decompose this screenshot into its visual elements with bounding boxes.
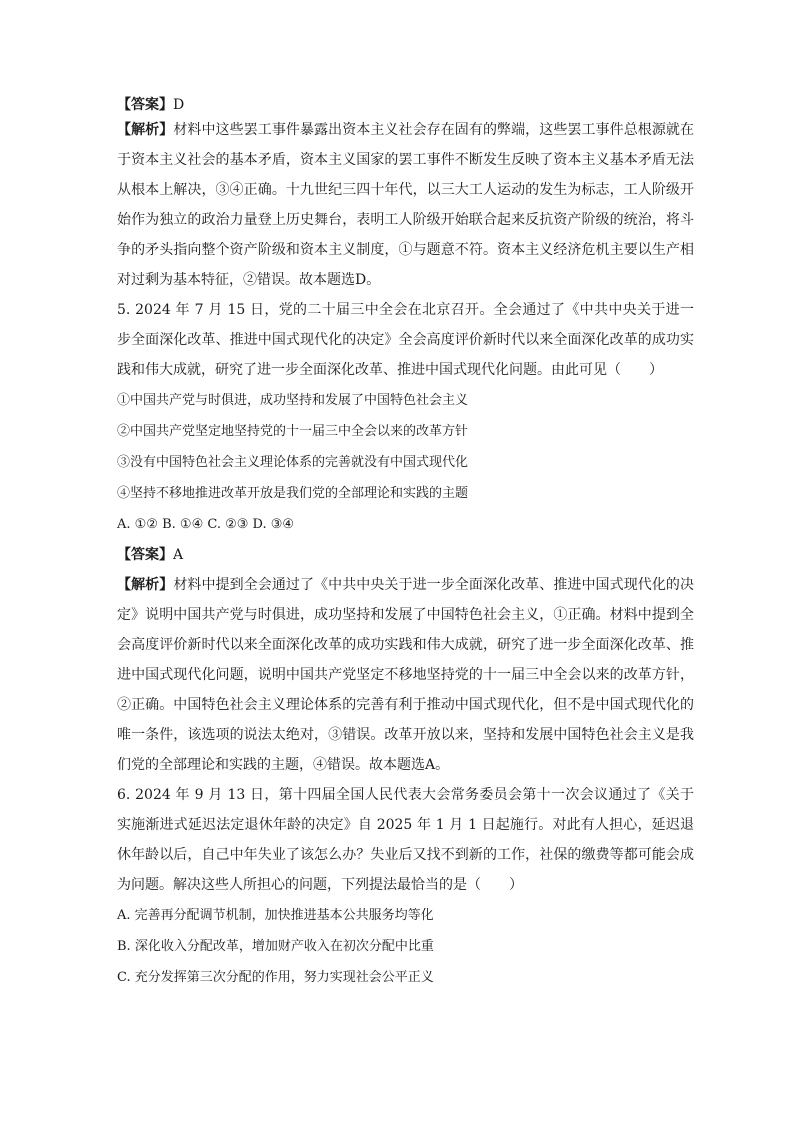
q6-stem: 6. 2024 年 9 月 13 日，第十四届全国人民代表大会常务委员会第十一次会议通过了《关于实施渐进式延迟法定退休年龄的决定》自 2025 年 1 月 1 日起施行。对此有人担心，延迟退休年龄以后，自己中年失业了该怎么办？失业后又找不到新的工作，社保的缴费等都可能会成为问题。解决这些人所担心的问题，下列提法最恰当的是（ ） [117, 787, 694, 893]
answer-value: D [173, 97, 185, 113]
q6-option: C. 充分发挥第三次分配的作用，努力实现社会公平正义 [117, 970, 434, 985]
q5-item: ④坚持不移地推进改革开放是我们党的全部理论和实践的主题 [117, 486, 469, 501]
q5-answer [117, 540, 694, 570]
q4-answer [117, 96, 694, 115]
analysis-label: 【解析】 [117, 122, 174, 138]
q5-item: ①中国共产党与时俱进，成功坚持和发展了中国特色社会主义 [117, 393, 469, 408]
answer-label: 【答案】 [117, 547, 173, 563]
analysis-text: 材料中这些罢工事件暴露出资本主义社会存在固有的弊端，这些罢工事件总根源就在于资本主义社会的基本矛盾，资本主义国家的罢工事件不断发生反映了资本主义基本矛盾无法从根本上解决，③④正确。十九世纪三四十年代，以三大工人运动的发生为标志，工人阶级开始作为独立的政治力量登上历史舞台，表明工人阶级开始联合起来反抗资产阶级的统治，将斗争的矛头指向整个资产阶级和资本主义制度，①与题意不符。资本主义经济危机主要以生产相对过剩为基本特征，②错误。故本题选D。 [117, 122, 695, 288]
q6-option: B. 深化收入分配改革，增加财产收入在初次分配中比重 [117, 939, 434, 954]
analysis-text: 材料中提到全会通过了《中共中央关于进一步全面深化改革、推进中国式现代化的决定》说明中国共产党与时俱进，成功坚持和发展了中国特色社会主义，①正确。材料中提到全会高度评价新时代以来全面深化改革的成功实践和伟大成就，研究了进一步全面深化改革、推进中国式现代化问题，说明中国共产党坚定不移地坚持党的十一届三中全会以来的改革方针，②正确。中国特色社会主义理论体系的完善有利于推动中国式现代化，但不是中国式现代化的唯一条件，该选项的说法太绝对，③错误。改革开放以来，坚持和发展中国特色社会主义是我们党的全部理论和实践的主题，④错误。故本题选A。 [117, 577, 695, 773]
q4-analysis [117, 115, 694, 295]
q6-option: A. 完善再分配调节机制，加快推进基本公共服务均等化 [117, 908, 434, 923]
q5-item: ③没有中国特色社会主义理论体系的完善就没有中国式现代化 [117, 455, 469, 470]
analysis-label: 【解析】 [117, 577, 174, 593]
q5-item: ②中国共产党坚定地坚持党的十一届三中全会以来的改革方针 [117, 424, 469, 439]
answer-value: A [173, 547, 184, 563]
q5-choices: A. ①② B. ①④ C. ②③ D. ③④ [117, 517, 295, 532]
answer-label: 【答案】 [117, 97, 173, 113]
q5-analysis [117, 570, 694, 780]
q5-stem: 5. 2024 年 7 月 15 日，党的二十届三中全会在北京召开。全会通过了《中共中央关于进一步全面深化改革、推进中国式现代化的决定》全会高度评价新时代以来全面深化改革的成功实践和伟大成就，研究了进一步全面深化改革、推进中国式现代化问题。由此可见（ ） [117, 302, 694, 378]
